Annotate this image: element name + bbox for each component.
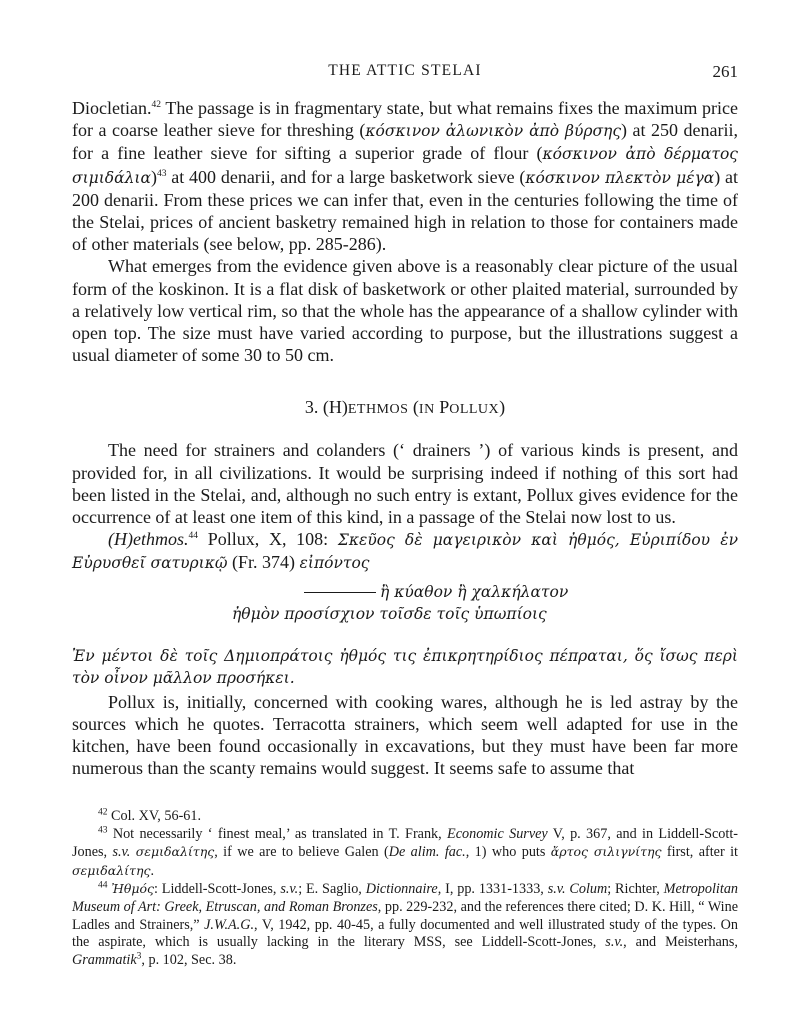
section-heading: 3. (H)ETHMOS (IN POLLUX) [304, 397, 506, 418]
running-title: THE ATTIC STELAI [328, 62, 482, 79]
lemma: (H)ethmos. [108, 529, 189, 550]
greek-term: κόσκινον ἀπὸ δέρματος σιμιδάλια [72, 145, 738, 187]
greek-term: κόσκινον ἀλωνικὸν ἀπὸ βύρσης [365, 122, 622, 141]
paragraph-strainers: The need for strainers and colanders (‘ drainers ’) of various kinds is present, and provided for, in all civilizations. It would be surprising indeed if nothing of this sort had been listed in the Stelai, and, although no such entry is extant, Pollux gives evidence for the occurrence of at least one item of this kind, in a passage of the Stelai now lost to us. [72, 440, 738, 528]
omission-dash [304, 592, 376, 593]
verse-line-2: ἠθμὸν προσίσχιον τοῖσδε τοῖς ὑπωπίοις [232, 604, 547, 623]
footnote-ref-42[interactable]: 42 [151, 100, 161, 110]
verse-quotation [72, 581, 738, 625]
greek-paragraph: Ἐν μέντοι δὲ τοῖς Δημιοπράτοις ἠθμός τις ἐπικρητηρίδιος πέπραται, ὅς ἴσως περὶ τὸν οἶνον μᾶλλον προσήκει. [72, 646, 738, 687]
footnote-42: $^{42}$ Col. XV, 56-61. [98, 807, 202, 824]
page-number: 261 [712, 62, 738, 81]
paragraph-pollux-discussion: Pollux is, initially, concerned with cooking wares, although he is led astray by the sources which he quotes. Terracotta strainers, which seem well adapted for use in the kitchen, have been found occasionally in excavations, but they must have been far more numerous than the scanty remains would suggest. It seems safe to assume that [72, 691, 738, 779]
paragraph-diocletian: Diocletian.$^{42}$ The passage is in fragmentary state, but what remains fixes the maximum price for a coarse leather sieve for threshing (κόσκινον ἀλωνικὸν ἀπὸ βύρσης) at 250 denarii, for a fine leather sieve for sifting a superior grade of flour (κόσκινον ἀπὸ δέρματος σιμιδάλια)$^{43}$ at 400 denarii, and for a large basketwork sieve (κόσκινον πλεκτὸν μέγα) at 200 denarii. From these prices we can infer that, even in the centuries following the time of the Stelai, prices of ancient basketry remained high in relation to those for containers made of other materials (see below, pp. 285-286). [72, 98, 739, 255]
greek-quote: Σκεῦος δὲ μαγειρικὸν καὶ ἠθμός, Εὐριπίδου ἐν Εὐρυσθεῖ σατυρικῷ [72, 531, 739, 573]
greek-quote: εἰπόντος [299, 554, 370, 573]
paragraph-pollux-entry: (H)ethmos.$^{44}$ Pollux, X, 108: Σκεῦος δὲ μαγειρικὸν καὶ ἠθμός, Εὐριπίδου ἐν Εὐρυσθεῖ σατυρικῷ (Fr. 374) εἰπόντος [72, 529, 739, 573]
footnote-44: $^{44}$ Ἠθμός: Liddell-Scott-Jones, s.v.; E. Saglio, Dictionnaire, I, pp. 1331-1333, s.v. Colum; Richter, Metropolitan Museum of Art: Greek, Etruscan, and Roman Bronzes, pp. 229-232, and the references there cited; D. K. Hill, “ Wine Ladles and Strainers,” J.W.A.G., V, 1942, pp. 40-45, a fully documented and well illustrated study of the types. On the aspirate, which is usually lacking in the literary MSS, see Liddell-Scott-Jones, s.v., and Meisterhans, Grammatik$^3$, p. 102, Sec. 38. [72, 880, 739, 968]
footnote-ref-44[interactable]: 44 [188, 531, 198, 542]
verse-line-1: ἢ κύαθον ἢ χαλκήλατον [232, 581, 738, 603]
footnote-43: $^{43}$ Not necessarily ‘ finest meal,’ as translated in T. Frank, Economic Survey V, p. 367, and in Liddell-Scott-Jones, s.v. σεμιδαλίτης, if we are to believe Galen (De alim. fac., 1) who puts ἄρτος σιλιγνίτης first, after it σεμιδαλίτης. [72, 824, 738, 879]
main-text [72, 97, 738, 779]
greek-term: κόσκινον πλεκτὸν μέγα [525, 168, 715, 187]
footnote-ref-43[interactable]: 43 [156, 168, 167, 179]
running-header [72, 62, 738, 86]
footnotes [72, 808, 738, 969]
paragraph-koskinon-summary: What emerges from the evidence given above is a reasonably clear picture of the usual form of the koskinon. It is a flat disk of basketwork or other plaited material, surrounded by a relatively low vertical rim, so that the whole has the appearance of a shallow cylinder with open top. The size must have varied according to purpose, but the illustrations suggest a usual diameter of some 30 to 50 cm. [72, 256, 738, 366]
